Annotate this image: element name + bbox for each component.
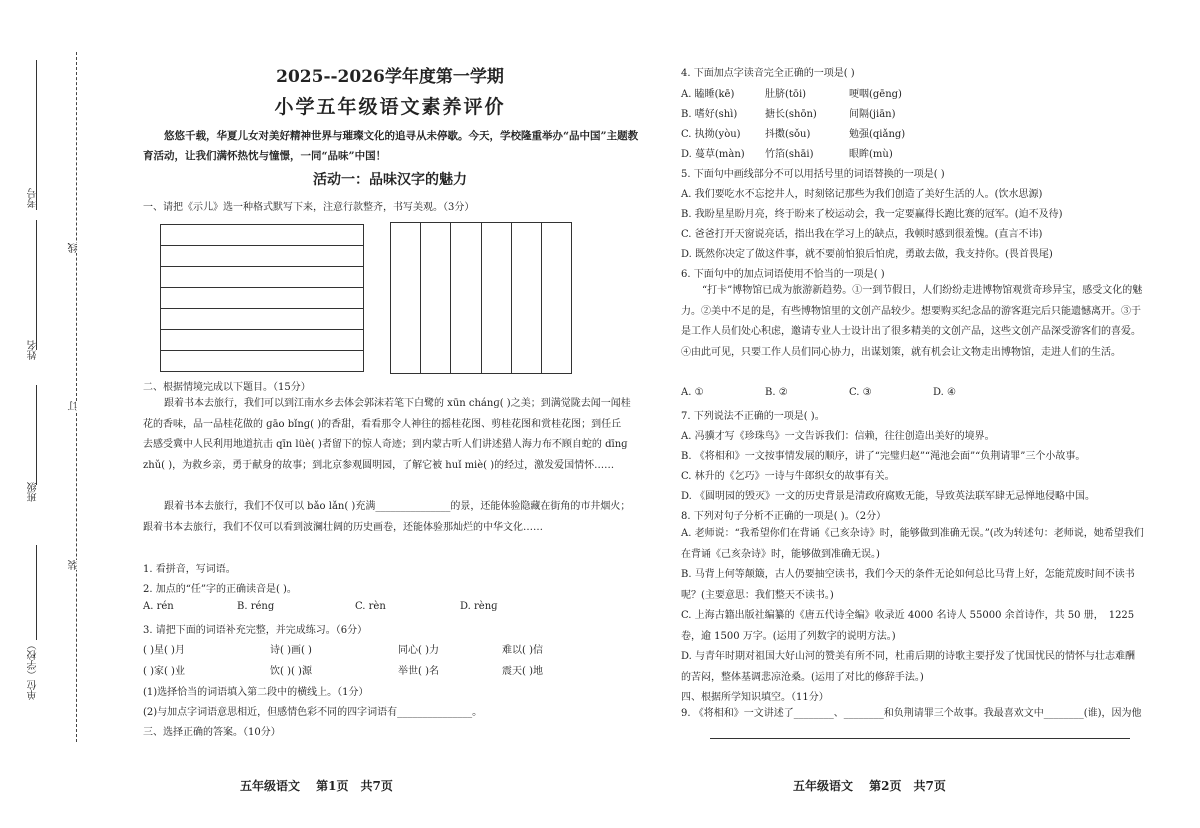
xingming-blank-line bbox=[36, 220, 37, 350]
question-1: 一、请把《示儿》选一种格式默写下来，注意行款整齐，书写美观。（3分） bbox=[143, 202, 475, 213]
idiom-r1-c3: 同心( )力 bbox=[398, 645, 439, 656]
q5-option-b: B. 我盼星星盼月亮，终于盼来了校运动会，我一定要赢得长跑比赛的冠军。(迫不及待) bbox=[681, 209, 1063, 220]
question-3-heading: 三、选择正确的答案。（10分） bbox=[143, 727, 281, 738]
q7-option-a: A. 冯骥才写《珍珠鸟》一文告诉我们：信赖，往往创造出美好的境界。 bbox=[681, 431, 995, 442]
idiom-r1-c2: 诗( )画( ) bbox=[270, 645, 312, 656]
vertical-writing-grid[interactable] bbox=[390, 222, 572, 374]
question-6: 6. 下面句中的加点词语使用不恰当的一项是( ) bbox=[681, 269, 885, 280]
q4-a-2: 肚脐(tōi) bbox=[765, 89, 807, 100]
idiom-r2-c4: 震天( )地 bbox=[502, 666, 543, 677]
q5-option-a: A. 我们要吃水不忘挖井人，时刻铭记那些为我们创造了美好生活的人。(饮水思源) bbox=[681, 189, 1043, 200]
q4-d-1: D. 蔓草(màn) bbox=[681, 149, 745, 160]
q8-option-a: A. 老师说：“我希望你们在背诵《己亥杂诗》时，能够做到准确无误。”(改为转述句：老师说，她希望我们在背诵《己亥杂诗》时，能够做到准确无误。) bbox=[681, 528, 1144, 560]
q4-a-1: A. 瞌睡(kē) bbox=[681, 89, 735, 100]
q7-option-d: D. 《圆明园的毁灭》一文的历史背景是清政府腐败无能，导致英法联军肆无忌惮地侵略中国。 bbox=[681, 491, 1096, 502]
q4-d-2: 竹箔(shāi) bbox=[765, 149, 814, 160]
q6-option-b: B. ② bbox=[765, 387, 788, 398]
intro-paragraph: 悠悠千载，华夏儿女对美好精神世界与璀璨文化的追寻从未停歇。今天，学校隆重举办“品中国”主题教育活动，让我们满怀热忱与憧憬，一同“品味”中国！ bbox=[143, 130, 639, 162]
q4-b-3: 间隔(jiān) bbox=[849, 109, 896, 120]
binding-dash-line bbox=[76, 52, 77, 742]
danwei-label: 单位（学校） bbox=[28, 640, 39, 700]
q6-option-a: A. ① bbox=[681, 387, 704, 398]
q4-d-3: 眼眸(mù) bbox=[849, 149, 893, 160]
q4-b-2: 搪长(shōn) bbox=[765, 109, 817, 120]
activity-one-heading: 活动一：品味汉字的魅力 bbox=[313, 172, 467, 188]
question-2-heading: 二、根据情境完成以下题目。（15分） bbox=[143, 382, 311, 393]
q8-option-b: B. 马背上何等颠簸，古人仍要抽空读书，我们今天的条件无论如何总比马背上好，怎能荒废时间不读书呢？(主要意思：我们整天不读书。) bbox=[681, 569, 1135, 601]
sub-question-2-option-a: A. rén bbox=[143, 601, 174, 612]
idiom-r2-c1: ( )家( )业 bbox=[143, 666, 185, 677]
banji-blank-line bbox=[36, 385, 37, 485]
horizontal-writing-grid[interactable] bbox=[160, 224, 364, 372]
q4-c-3: 勉强(qiǎng) bbox=[849, 129, 906, 140]
q4-b-1: B. 嗜好(shì) bbox=[681, 109, 738, 120]
sub-question-3-2: (2)与加点字词语意思相近，但感情色彩不同的四字词语有_______________。 bbox=[143, 707, 483, 718]
binding-ding-char: 订 bbox=[69, 401, 80, 411]
danwei-blank-line bbox=[36, 545, 37, 640]
q7-option-c: C. 林升的《乞巧》一诗与牛郎织女的故事有关。 bbox=[681, 471, 895, 482]
q5-option-c: C. 爸爸打开天窗说亮话，指出我在学习上的缺点，我顿时感到很羞愧。(直言不讳) bbox=[681, 229, 1043, 240]
binding-xian-char: 线 bbox=[69, 243, 80, 253]
sub-question-2: 2. 加点的“任”字的正确读音是( )。 bbox=[143, 584, 297, 595]
question-2-passage-1: 跟着书本去旅行，我们可以到江南水乡去体会郭沫若笔下白鹭的 xūn chánɡ( )之美；到满觉陇去闻一闻桂花的香味，品一品桂花做的 ɡāo bǐnɡ( )的香甜，看看那令人神往的摇桂花图、剪桂花图和赏桂花图；到任丘去感受冀中人民利用地道抗击 qīn lüè( )者留下的惊人奇迹；到内蒙古听人们讲述猎人海力布不顾自蛇的 dīnɡ zhǔ( )，为救乡亲，勇于献身的故事；到北京参观圆明园，了解它被 huǐ miè( )的经过，激发爱国情怀…… bbox=[143, 398, 631, 471]
section-4-heading: 四、根据所学知识填空。（11分） bbox=[681, 692, 829, 703]
exam-title: 小学五年级语文素养评价 bbox=[274, 96, 506, 118]
idiom-r2-c3: 举世( )名 bbox=[398, 666, 439, 677]
question-4: 4. 下面加点字读音完全正确的一项是( ) bbox=[681, 68, 855, 79]
question-2-passage-2: 跟着书本去旅行，我们不仅可以 bǎo lǎn( )充满_______________的景，还能体验隐藏在街角的市井烟火；跟着书本去旅行，我们不仅可以看到波澜壮阔的历史画卷，还能体验那灿烂的中华文化…… bbox=[143, 501, 631, 533]
q7-option-b: B. 《将相和》一文按事情发展的顺序，讲了“完璧归赵”“渑池会面”“负荆请罪”三个小故事。 bbox=[681, 451, 1086, 462]
q8-option-d: D. 与青年时期对祖国大好山河的赞美有所不同，杜甫后期的诗歌主要抒发了忧国忧民的情怀与壮志难酬的苦闷，整体基调悲凉沧桑。(运用了对比的修辞手法。) bbox=[681, 651, 1136, 683]
question-6-passage: “打卡”博物馆已成为旅游新趋势。①一到节假日，人们纷纷走进博物馆观赏奇珍异宝，感受文化的魅力。②美中不足的是，有些博物馆里的文创产品较少。想要购买纪念品的游客逛完后只能遗憾离开。③于是工作人员们处心积虑，邀请专业人士设计出了很多精美的文创产品，这些文创产品深受游客们的喜爱。④由此可见，只要工作人员们同心协力，出谋划策，就有机会让文物走出博物馆，走进人们的生活。 bbox=[681, 285, 1143, 358]
sub-question-2-option-d: D. rènɡ bbox=[460, 601, 498, 612]
sub-question-1: 1. 看拼音，写词语。 bbox=[143, 564, 236, 575]
binding-zhuang-char: 装 bbox=[69, 560, 80, 570]
q8-option-c: C. 上海古籍出版社编纂的《唐五代诗全编》收录近 4000 名诗人 55000 余首诗作，共 50 册， 1225 卷，逾 1500 万字。(运用了列数字的说明方法。) bbox=[681, 610, 1135, 642]
question-5: 5. 下面句中画线部分不可以用括号里的词语替换的一项是( ) bbox=[681, 169, 945, 180]
sub-question-3-1: (1)选择恰当的词语填入第二段中的横线上。（1分） bbox=[143, 687, 369, 698]
q4-c-1: C. 执拗(yòu) bbox=[681, 129, 741, 140]
question-8: 8. 下列对句子分析不正确的一项是( )。（2分） bbox=[681, 511, 887, 522]
q5-option-d: D. 既然你决定了做这件事，就不要前怕狼后怕虎，勇敢去做，我支持你。(畏首畏尾) bbox=[681, 249, 1053, 260]
q6-option-c: C. ③ bbox=[849, 387, 872, 398]
question-9: 9. 《将相和》一文讲述了________、________和负荆请罪三个故事。我最喜欢文中________(谁)，因为他 bbox=[681, 708, 1142, 719]
question-7: 7. 下列说法不正确的一项是( )。 bbox=[681, 411, 825, 422]
q4-a-3: 哽咽(gēng) bbox=[849, 89, 902, 100]
left-page-footer: 五年级语文 第1页 共7页 bbox=[240, 779, 393, 793]
sub-question-2-option-b: B. réng bbox=[237, 601, 275, 612]
exam-term: 2025--2026学年度第一学期 bbox=[276, 67, 504, 87]
sub-question-3: 3. 请把下面的词语补充完整，并完成练习。（6分） bbox=[143, 625, 368, 636]
q4-c-2: 抖擞(sǒu) bbox=[765, 129, 811, 140]
sub-question-2-option-c: C. rèn bbox=[355, 601, 386, 612]
idiom-r1-c1: ( )星( )月 bbox=[143, 645, 185, 656]
q9-answer-line[interactable] bbox=[710, 738, 1130, 739]
kaohao-label: 考号 bbox=[28, 188, 39, 208]
idiom-r2-c2: 饮( )( )源 bbox=[270, 666, 312, 677]
idiom-r1-c4: 难以( )信 bbox=[502, 645, 543, 656]
xingming-label: 姓名 bbox=[28, 340, 39, 360]
q6-option-d: D. ④ bbox=[933, 387, 956, 398]
right-page-footer: 五年级语文 第2页 共7页 bbox=[793, 779, 946, 793]
banji-label: 班级 bbox=[28, 482, 39, 502]
